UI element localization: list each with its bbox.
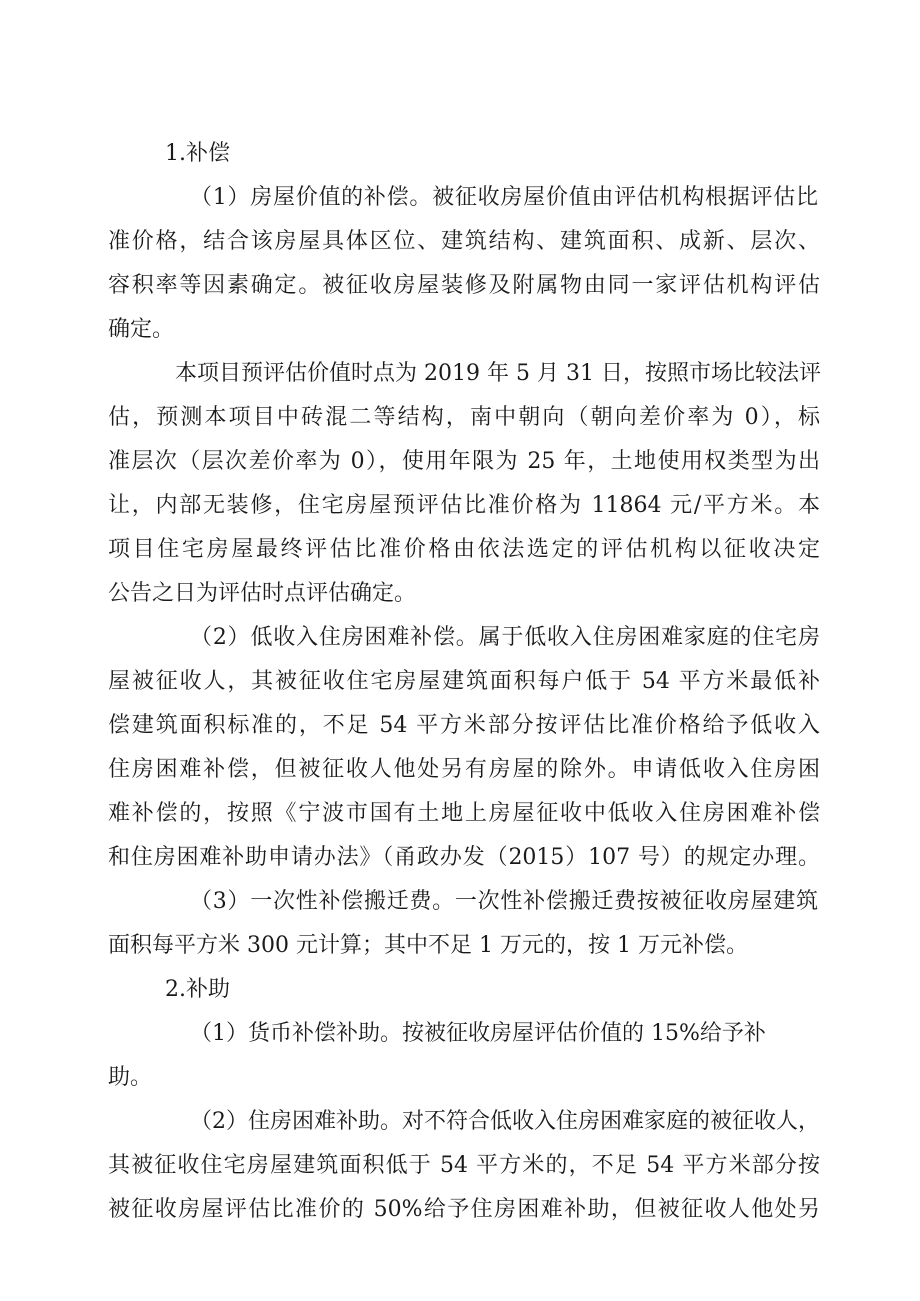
paragraph-line: （3）一次性补偿搬迁费。一次性补偿搬迁费按被征收房屋建筑 (190, 889, 818, 914)
paragraph-line: 偿建筑面积标准的，不足 54 平方米部分按评估比准价格给予低收入 (108, 713, 820, 738)
paragraph-line: （1）房屋价值的补偿。被征收房屋价值由评估机构根据评估比 (190, 185, 818, 210)
heading-compensation: 1.补偿 (165, 141, 230, 166)
paragraph-line: 被征收房屋评估比准价的 50%给予住房困难补助，但被征收人他处另 (108, 1197, 820, 1222)
paragraph-line: 和住房困难补助申请办法》（甬政办发（2015）107 号）的规定办理。 (108, 845, 820, 870)
paragraph-line: （2）低收入住房困难补偿。属于低收入住房困难家庭的住宅房 (190, 625, 820, 650)
paragraph-line: 让，内部无装修，住宅房屋预评估比准价格为 11864 元/平方米。本 (108, 493, 820, 518)
paragraph-line: 公告之日为评估时点评估确定。 (108, 581, 417, 606)
paragraph-line: 助。 (108, 1065, 153, 1090)
paragraph-line: 其被征收住宅房屋建筑面积低于 54 平方米的，不足 54 平方米部分按 (108, 1153, 820, 1178)
paragraph-line: 难补偿的，按照《宁波市国有土地上房屋征收中低收入住房困难补偿 (108, 801, 820, 826)
paragraph-line: （2）住房困难补助。对不符合低收入住房困难家庭的被征收人， (190, 1109, 820, 1134)
paragraph-line: 容积率等因素确定。被征收房屋装修及附属物由同一家评估机构评估 (108, 273, 820, 298)
paragraph-line: 准价格，结合该房屋具体区位、建筑结构、建筑面积、成新、层次、 (108, 229, 820, 254)
paragraph-line: 本项目预评估价值时点为 2019 年 5 月 31 日，按照市场比较法评 (175, 361, 821, 386)
paragraph-line: 准层次（层次差价率为 0），使用年限为 25 年，土地使用权类型为出 (108, 449, 820, 474)
paragraph-line: 估，预测本项目中砖混二等结构，南中朝向（朝向差价率为 0），标 (108, 405, 820, 430)
paragraph-line: 屋被征收人，其被征收住宅房屋建筑面积每户低于 54 平方米最低补 (108, 669, 820, 694)
paragraph-line: 项目住宅房屋最终评估比准价格由依法选定的评估机构以征收决定 (108, 537, 820, 562)
paragraph-line: 确定。 (108, 317, 175, 342)
paragraph-line: 面积每平方米 300 元计算；其中不足 1 万元的，按 1 万元补偿。 (108, 933, 748, 958)
paragraph-line: （1）货币补偿补助。按被征收房屋评估价值的 15%给予补 (190, 1021, 766, 1046)
heading-subsidy: 2.补助 (165, 977, 230, 1002)
paragraph-line: 住房困难补偿，但被征收人他处另有房屋的除外。申请低收入住房困 (108, 757, 820, 782)
